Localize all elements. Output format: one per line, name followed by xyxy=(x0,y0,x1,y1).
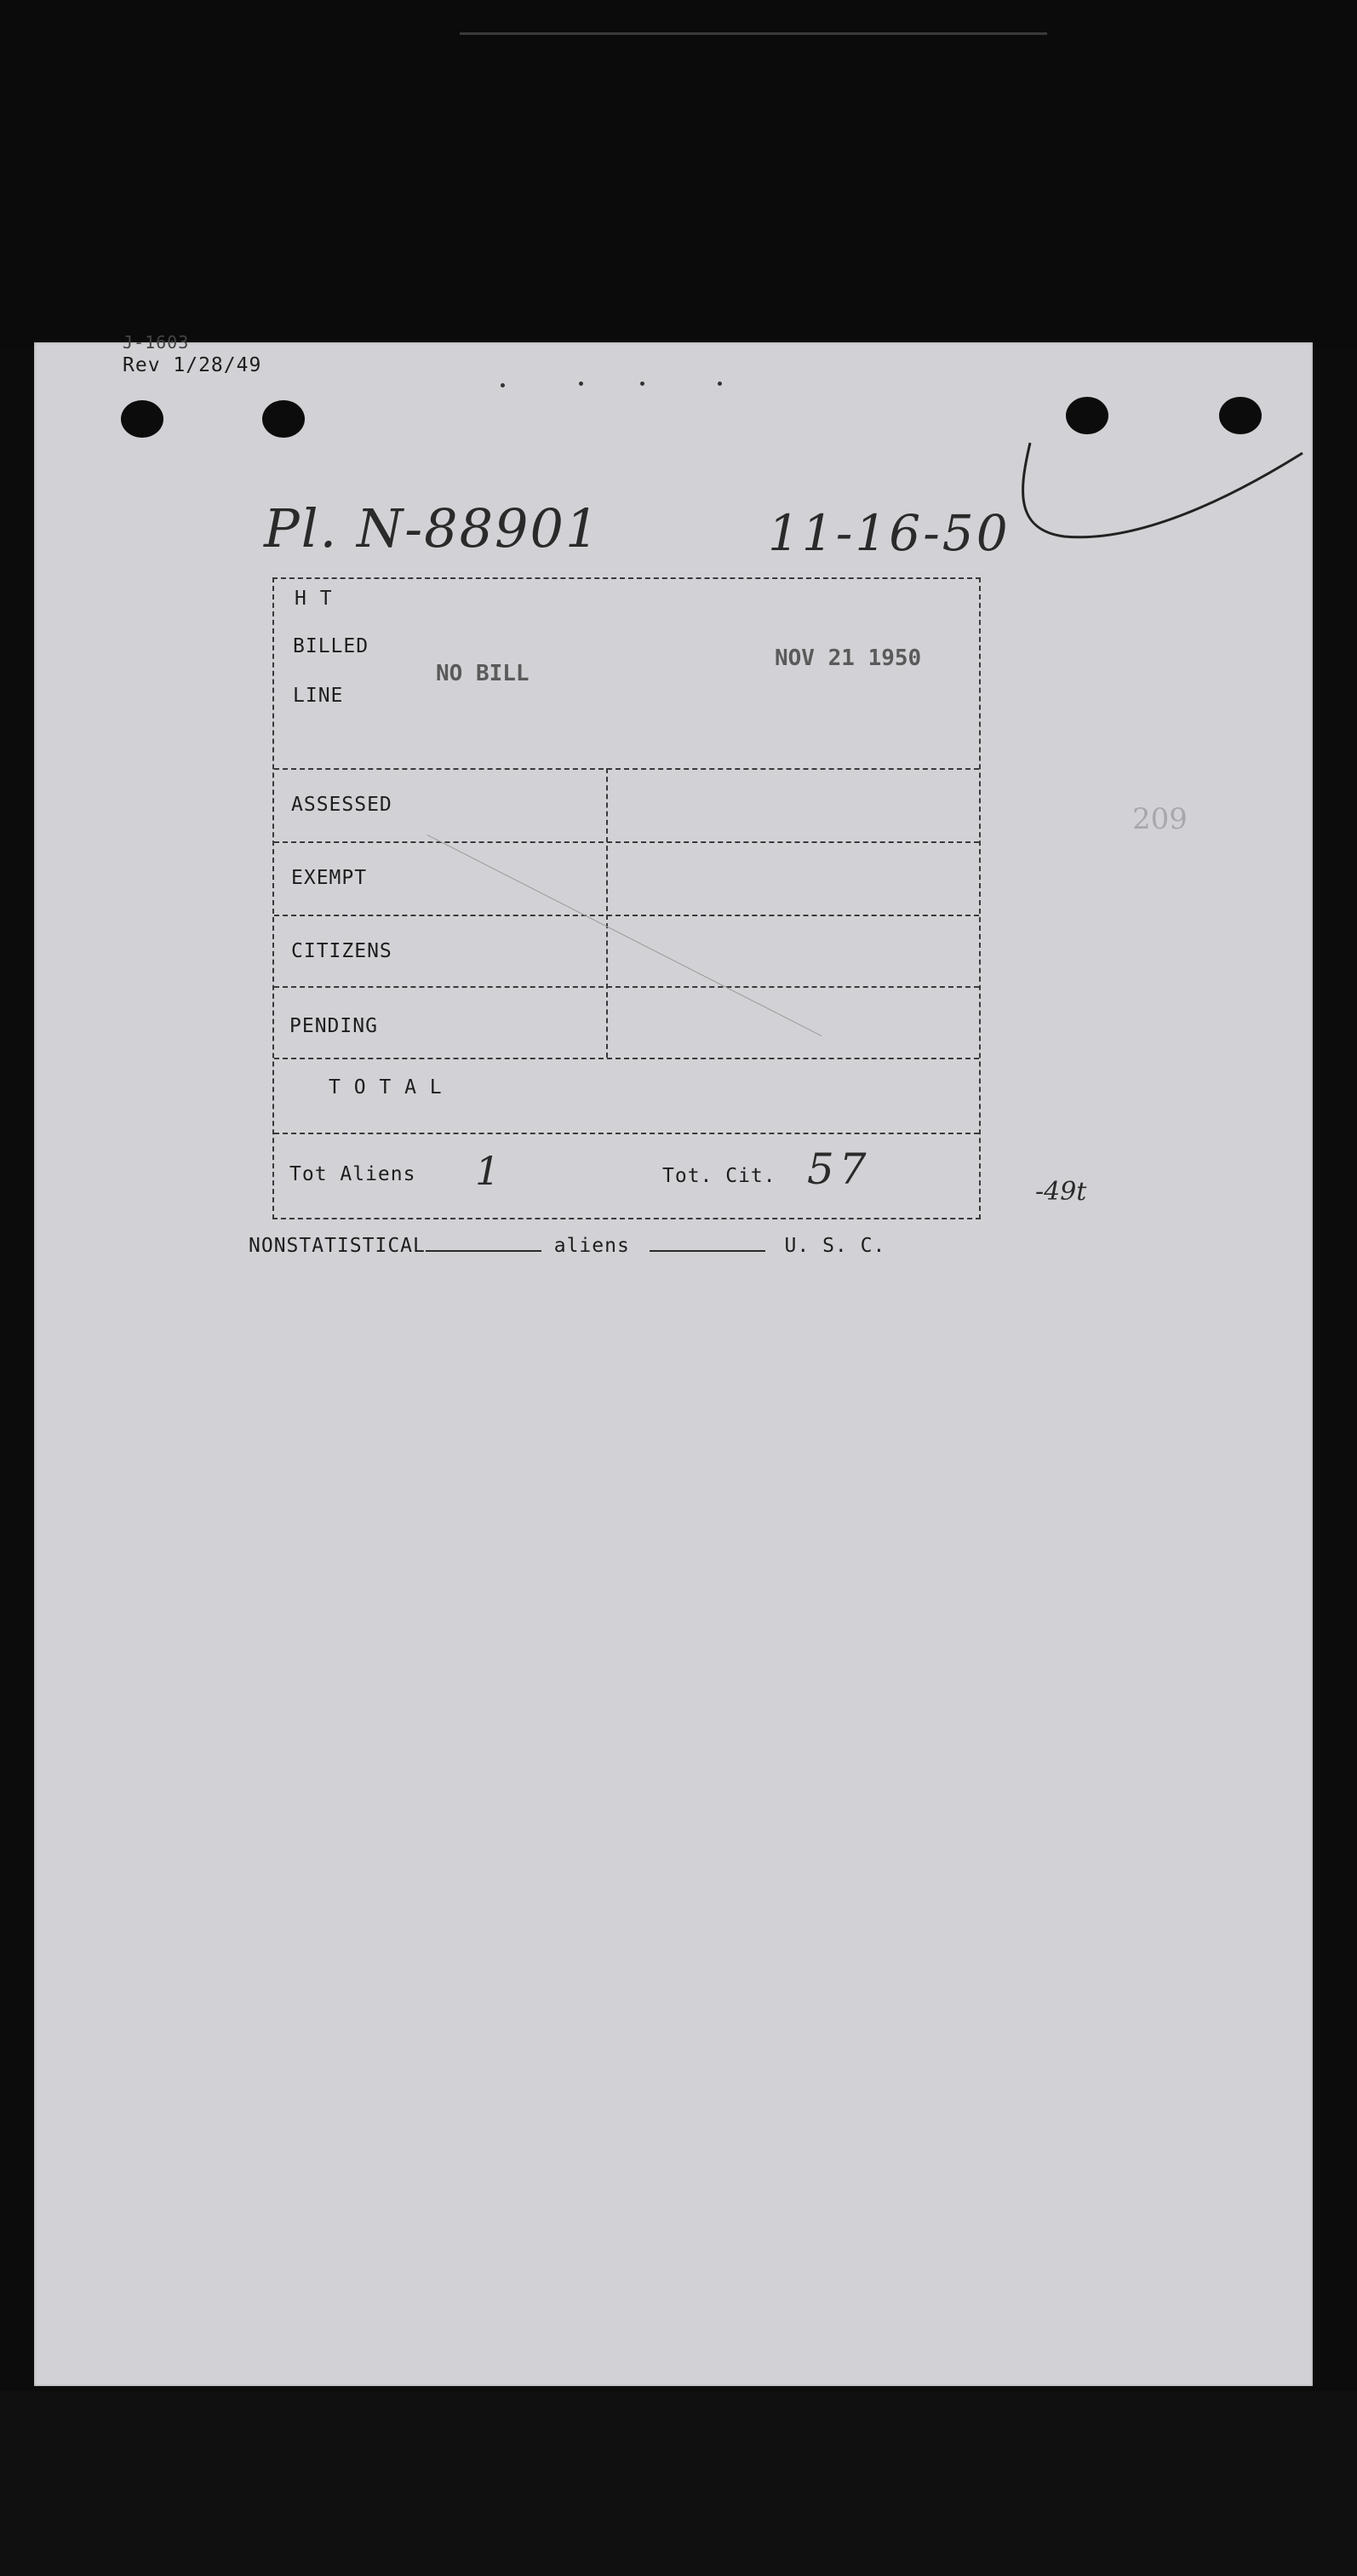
divider-header xyxy=(274,768,979,770)
tot-cit-label: Tot. Cit. xyxy=(662,1165,776,1187)
nonstatistical-blank xyxy=(426,1233,541,1252)
scan-edge-line xyxy=(460,32,1047,35)
usc-label: U. S. C. xyxy=(784,1235,886,1257)
punch-hole-2 xyxy=(262,400,305,438)
tot-cit-value: 57 xyxy=(807,1145,872,1194)
margin-mark: -49t xyxy=(1035,1177,1087,1207)
check-mark-icon xyxy=(1013,436,1320,572)
diagonal-cancel-line xyxy=(427,835,822,1036)
row-label-exempt: EXEMPT xyxy=(291,867,368,889)
dot-4 xyxy=(718,382,722,386)
tot-aliens-value: 1 xyxy=(475,1148,501,1194)
aliens-blank xyxy=(650,1233,765,1252)
column-divider xyxy=(606,768,608,1058)
total-label: T O T A L xyxy=(329,1076,443,1099)
row-label-pending: PENDING xyxy=(289,1015,378,1037)
punch-hole-3 xyxy=(1066,397,1108,434)
nonstatistical-line xyxy=(249,1233,885,1257)
date-stamp: NOV 21 1950 xyxy=(775,645,922,671)
handwritten-date: 11-16-50 xyxy=(768,504,1011,562)
divider-citizens xyxy=(274,986,979,988)
aliens-label: aliens xyxy=(553,1235,630,1257)
divider-total xyxy=(274,1133,979,1134)
punch-hole-4 xyxy=(1219,397,1262,434)
tally-form-box xyxy=(272,577,981,1219)
tot-aliens-label: Tot Aliens xyxy=(289,1163,416,1185)
divider-assessed xyxy=(274,841,979,843)
row-label-assessed: ASSESSED xyxy=(291,794,392,816)
divider-pending xyxy=(274,1058,979,1059)
form-revision: Rev 1/28/49 xyxy=(123,354,262,376)
document-page xyxy=(34,332,1313,2386)
label-billed: BILLED xyxy=(293,635,369,657)
row-label-citizens: CITIZENS xyxy=(291,940,392,962)
label-ht: H T xyxy=(295,588,333,610)
punch-hole-1 xyxy=(121,400,163,438)
dot-3 xyxy=(640,382,644,386)
scan-background-top xyxy=(0,0,1357,349)
dot-2 xyxy=(579,382,583,386)
form-number: J-1603 xyxy=(123,332,190,353)
dot-1 xyxy=(501,383,505,387)
handwritten-reference: Pl. N-88901 xyxy=(264,497,601,559)
faint-page-number: 209 xyxy=(1132,802,1188,836)
label-line: LINE xyxy=(293,685,344,707)
no-bill-stamp: NO BILL xyxy=(436,661,530,686)
scan-background-bottom xyxy=(0,2391,1357,2576)
divider-exempt xyxy=(274,915,979,916)
nonstatistical-label: NONSTATISTICAL xyxy=(249,1235,426,1257)
